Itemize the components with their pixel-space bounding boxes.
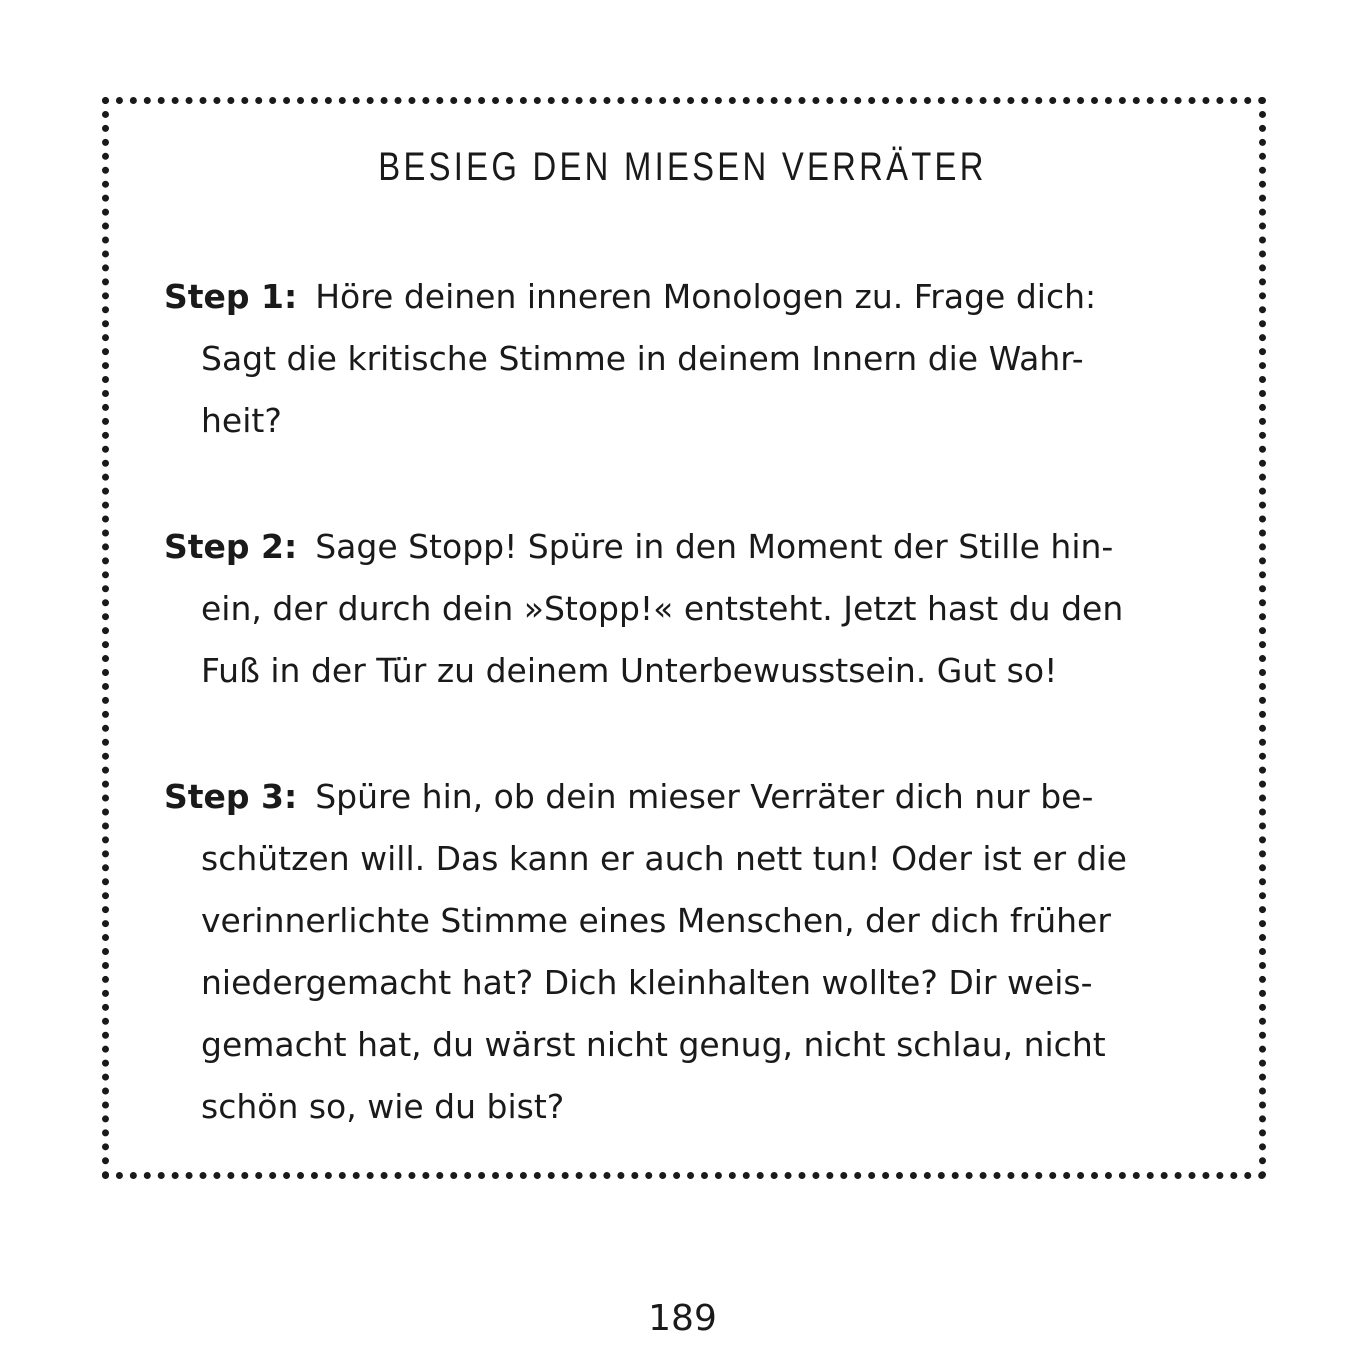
step-1-label: Step 1: [164, 277, 298, 316]
step-3-line-6: schön so, wie du bist? [201, 1087, 565, 1126]
step-3-line-2: schützen will. Das kann er auch nett tun! Oder ist er die [201, 839, 1127, 878]
page-number: 189 [648, 1298, 717, 1339]
step-1-line-2: Sagt die kritische Stimme in deinem Innern die Wahr- [201, 339, 1084, 378]
step-1 [164, 266, 1244, 452]
step-3-line-4: niedergemacht hat? Dich kleinhalten wollte? Dir weis- [201, 963, 1093, 1002]
step-2-line-2: ein, der durch dein »Stopp!« entsteht. Jetzt hast du den [201, 589, 1124, 628]
step-1-line-1 [164, 266, 1244, 328]
step-1-text-1: Höre deinen inneren Monologen zu. Frage dich: [315, 277, 1097, 316]
step-3-text-1: Spüre hin, ob dein mieser Verräter dich nur be- [315, 777, 1094, 816]
step-3-line-1 [164, 766, 1244, 828]
step-3-line-5: gemacht hat, du wärst nicht genug, nicht schlau, nicht [201, 1025, 1106, 1064]
step-2-text-1: Sage Stopp! Spüre in den Moment der Stille hin- [315, 527, 1114, 566]
step-3-line-3: verinnerlichte Stimme eines Menschen, der dich früher [201, 901, 1111, 940]
step-3-label: Step 3: [164, 777, 298, 816]
step-2-label: Step 2: [164, 527, 298, 566]
step-2-line-3: Fuß in der Tür zu deinem Unterbewusstsein. Gut so! [201, 651, 1058, 690]
step-2-line-1 [164, 516, 1244, 578]
page-title: BESIEG DEN MIESEN VERRÄTER [378, 145, 987, 189]
step-1-line-3: heit? [201, 401, 282, 440]
step-3 [164, 766, 1244, 1138]
step-2 [164, 516, 1244, 702]
